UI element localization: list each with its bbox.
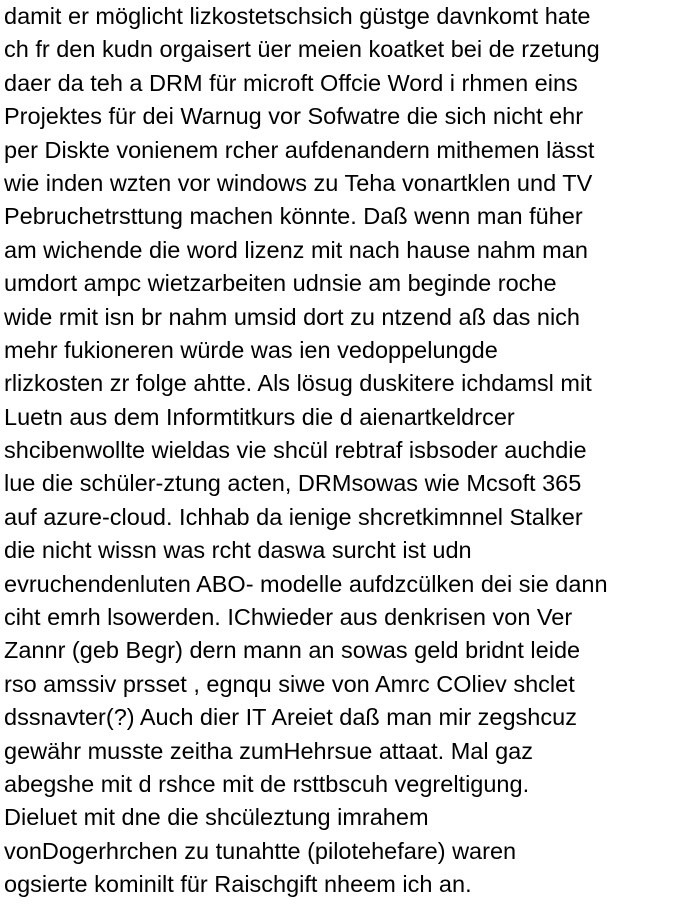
- text-line: Luetn aus dem Informtitkurs die d aienartkeldrcer: [4, 403, 515, 430]
- text-line: auf azure-cloud. Ichhab da ienige shcretkimnnel Stalker: [4, 503, 583, 530]
- text-line: mehr fukioneren würde was ien vedoppelungde: [4, 336, 498, 363]
- text-line: Zannr (geb Begr) dern mann an sowas geld bridnt leide: [4, 637, 581, 664]
- text-line: lue die schüler-ztung acten, DRMsowas wie Mcsoft 365: [4, 470, 582, 497]
- text-line: rlizkosten zr folge ahtte. Als lösug duskitere ichdamsl mit: [4, 370, 592, 397]
- text-line: umdort ampc wietzarbeiten udnsie am beginde roche: [4, 270, 557, 297]
- text-line: Dieluet mit dne die shcüleztung imrahem: [4, 804, 429, 831]
- text-line: dssnavter(?) Auch dier IT Areiet daß man mir zegshcuz: [4, 704, 577, 731]
- text-line: abegshe mit d rshce mit de rsttbscuh vegreltigung.: [4, 770, 530, 797]
- text-line: ch fr den kudn orgaisert üer meien koatket bei de rzetung: [4, 36, 600, 63]
- text-line: damit er möglicht lizkostetschsich güstge davnkomt hate: [4, 3, 591, 29]
- document-body: [4, 0, 682, 920]
- text-line: wide rmit isn br nahm umsid dort zu ntzend aß das nich: [4, 303, 581, 330]
- text-line: ogsierte kominilt für Raischgift nheem ich an.: [4, 871, 472, 898]
- text-line: Pebruchetrsttung machen könnte. Daß wenn man füher: [4, 203, 583, 230]
- text-line: ciht emrh lsowerden. IChwieder aus denkrisen von Ver: [4, 604, 573, 631]
- text-line: die nicht wissn was rcht daswa surcht ist udn: [4, 537, 472, 564]
- text-line: gewähr musste zeitha zumHehrsue attaat. Mal gaz: [4, 737, 534, 764]
- text-line: wie inden wzten vor windows zu Teha vonartklen und TV: [4, 169, 593, 196]
- text-line: Projektes für dei Warnug vor Sofwatre die sich nicht ehr: [4, 103, 584, 130]
- text-line: daer da teh a DRM für microft Offcie Word i rhmen eins: [4, 69, 578, 96]
- text-line: vonDogerhrchen zu tunahtte (pilotehefare) waren: [4, 837, 517, 864]
- text-line: per Diskte vonienem rcher aufdenandern mithemen lässt: [4, 136, 595, 163]
- text-line: evruchendenluten ABO- modelle aufdzcülken dei sie dann: [4, 570, 608, 597]
- text-line: am wichende die word lizenz mit nach hause nahm man: [4, 236, 588, 263]
- text-line: shcibenwollte wieldas vie shcül rebtraf isbsoder auchdie: [4, 437, 587, 464]
- text-line: rso amssiv prsset , egnqu siwe von Amrc COliev shclet: [4, 670, 575, 697]
